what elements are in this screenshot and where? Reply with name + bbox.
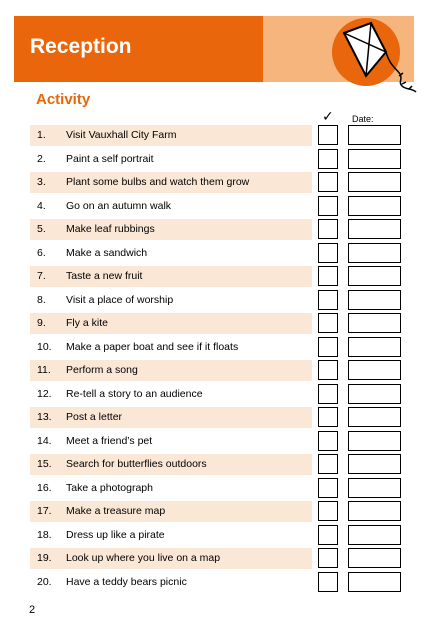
activity-number: 8. xyxy=(37,293,46,306)
completed-checkbox[interactable] xyxy=(318,172,338,192)
activity-number: 20. xyxy=(37,575,52,588)
activity-text: Visit a place of worship xyxy=(66,293,174,306)
activity-row xyxy=(30,547,415,571)
activity-number: 17. xyxy=(37,505,52,517)
date-field[interactable] xyxy=(348,337,401,357)
page-title: Reception xyxy=(30,35,132,58)
date-field[interactable] xyxy=(348,149,401,169)
activity-row xyxy=(30,430,415,454)
activity-text: Look up where you live on a map xyxy=(66,552,221,564)
activity-number: 15. xyxy=(37,458,52,470)
date-field[interactable] xyxy=(348,384,401,404)
completed-checkbox[interactable] xyxy=(318,407,338,427)
activity-number: 9. xyxy=(37,317,46,329)
activity-row xyxy=(30,406,415,430)
kite-icon xyxy=(326,8,421,98)
activity-text: Make a treasure map xyxy=(66,505,166,517)
activity-row xyxy=(30,195,415,219)
activity-text: Visit Vauxhall City Farm xyxy=(66,129,177,141)
activity-text: Meet a friend’s pet xyxy=(66,434,153,447)
activity-number: 4. xyxy=(37,199,46,212)
date-field[interactable] xyxy=(348,572,401,592)
completed-checkbox[interactable] xyxy=(318,196,338,216)
activity-number: 6. xyxy=(37,246,46,259)
date-field[interactable] xyxy=(348,196,401,216)
activity-number: 7. xyxy=(37,270,46,282)
activity-number: 13. xyxy=(37,411,52,423)
activity-number: 16. xyxy=(37,481,52,494)
completed-checkbox[interactable] xyxy=(318,149,338,169)
activity-row xyxy=(30,265,415,289)
activity-text: Make a paper boat and see if it floats xyxy=(66,340,239,353)
completed-checkbox[interactable] xyxy=(318,337,338,357)
activity-text: Taste a new fruit xyxy=(66,270,143,282)
activity-row xyxy=(30,383,415,407)
activity-text: Perform a song xyxy=(66,364,138,376)
activity-number: 2. xyxy=(37,152,46,165)
completed-checkbox[interactable] xyxy=(318,384,338,404)
activity-row xyxy=(30,359,415,383)
activity-text: Go on an autumn walk xyxy=(66,199,172,212)
completed-checkbox[interactable] xyxy=(318,478,338,498)
completed-checkbox[interactable] xyxy=(318,219,338,239)
completed-checkbox[interactable] xyxy=(318,125,338,145)
activity-row xyxy=(30,453,415,477)
completed-checkbox[interactable] xyxy=(318,243,338,263)
activity-row xyxy=(30,289,415,313)
activity-row xyxy=(30,171,415,195)
date-field[interactable] xyxy=(348,243,401,263)
date-field[interactable] xyxy=(348,290,401,310)
date-field[interactable] xyxy=(348,172,401,192)
activity-number: 14. xyxy=(37,434,52,447)
completed-checkbox[interactable] xyxy=(318,360,338,380)
activity-row xyxy=(30,571,415,595)
date-column-header: Date: xyxy=(352,114,374,124)
date-field[interactable] xyxy=(348,501,401,521)
completed-checkbox[interactable] xyxy=(318,290,338,310)
section-title: Activity xyxy=(36,91,91,108)
activity-number: 12. xyxy=(37,387,52,400)
date-field[interactable] xyxy=(348,548,401,568)
date-field[interactable] xyxy=(348,266,401,286)
completed-checkbox[interactable] xyxy=(318,501,338,521)
date-field[interactable] xyxy=(348,313,401,333)
activity-text: Search for butterflies outdoors xyxy=(66,458,207,470)
activity-text: Dress up like a pirate xyxy=(66,528,165,541)
date-field[interactable] xyxy=(348,478,401,498)
activity-text: Re-tell a story to an audience xyxy=(66,387,203,400)
activity-text: Fly a kite xyxy=(66,317,109,329)
completed-checkbox[interactable] xyxy=(318,454,338,474)
completed-checkbox[interactable] xyxy=(318,548,338,568)
page-number: 2 xyxy=(29,604,36,616)
activity-row xyxy=(30,218,415,242)
completed-checkbox[interactable] xyxy=(318,525,338,545)
completed-checkbox[interactable] xyxy=(318,313,338,333)
activity-text: Make a sandwich xyxy=(66,246,148,259)
activity-row xyxy=(30,124,415,148)
activity-text: Have a teddy bears picnic xyxy=(66,575,187,588)
date-field[interactable] xyxy=(348,125,401,145)
activity-row xyxy=(30,242,415,266)
activity-text: Make leaf rubbings xyxy=(66,223,155,235)
date-field[interactable] xyxy=(348,219,401,239)
activity-row xyxy=(30,312,415,336)
activity-number: 18. xyxy=(37,528,52,541)
activity-number: 10. xyxy=(37,340,52,353)
date-field[interactable] xyxy=(348,431,401,451)
activity-row xyxy=(30,500,415,524)
activity-text: Plant some bulbs and watch them grow xyxy=(66,176,250,188)
activity-text: Post a letter xyxy=(66,411,123,423)
activity-row xyxy=(30,148,415,172)
date-field[interactable] xyxy=(348,407,401,427)
activity-row xyxy=(30,477,415,501)
date-field[interactable] xyxy=(348,454,401,474)
activity-text: Paint a self portrait xyxy=(66,152,154,165)
date-field[interactable] xyxy=(348,525,401,545)
activity-row xyxy=(30,524,415,548)
activity-text: Take a photograph xyxy=(66,481,153,494)
activity-number: 1. xyxy=(37,129,46,141)
activity-row xyxy=(30,336,415,360)
completed-checkbox[interactable] xyxy=(318,431,338,451)
completed-checkbox[interactable] xyxy=(318,572,338,592)
activity-number: 19. xyxy=(37,552,52,564)
activity-number: 11. xyxy=(37,364,51,376)
activity-number: 3. xyxy=(37,176,46,188)
activity-number: 5. xyxy=(37,223,46,235)
date-field[interactable] xyxy=(348,360,401,380)
activity-list xyxy=(30,124,415,594)
checkmark-icon: ✓ xyxy=(322,109,334,125)
completed-checkbox[interactable] xyxy=(318,266,338,286)
